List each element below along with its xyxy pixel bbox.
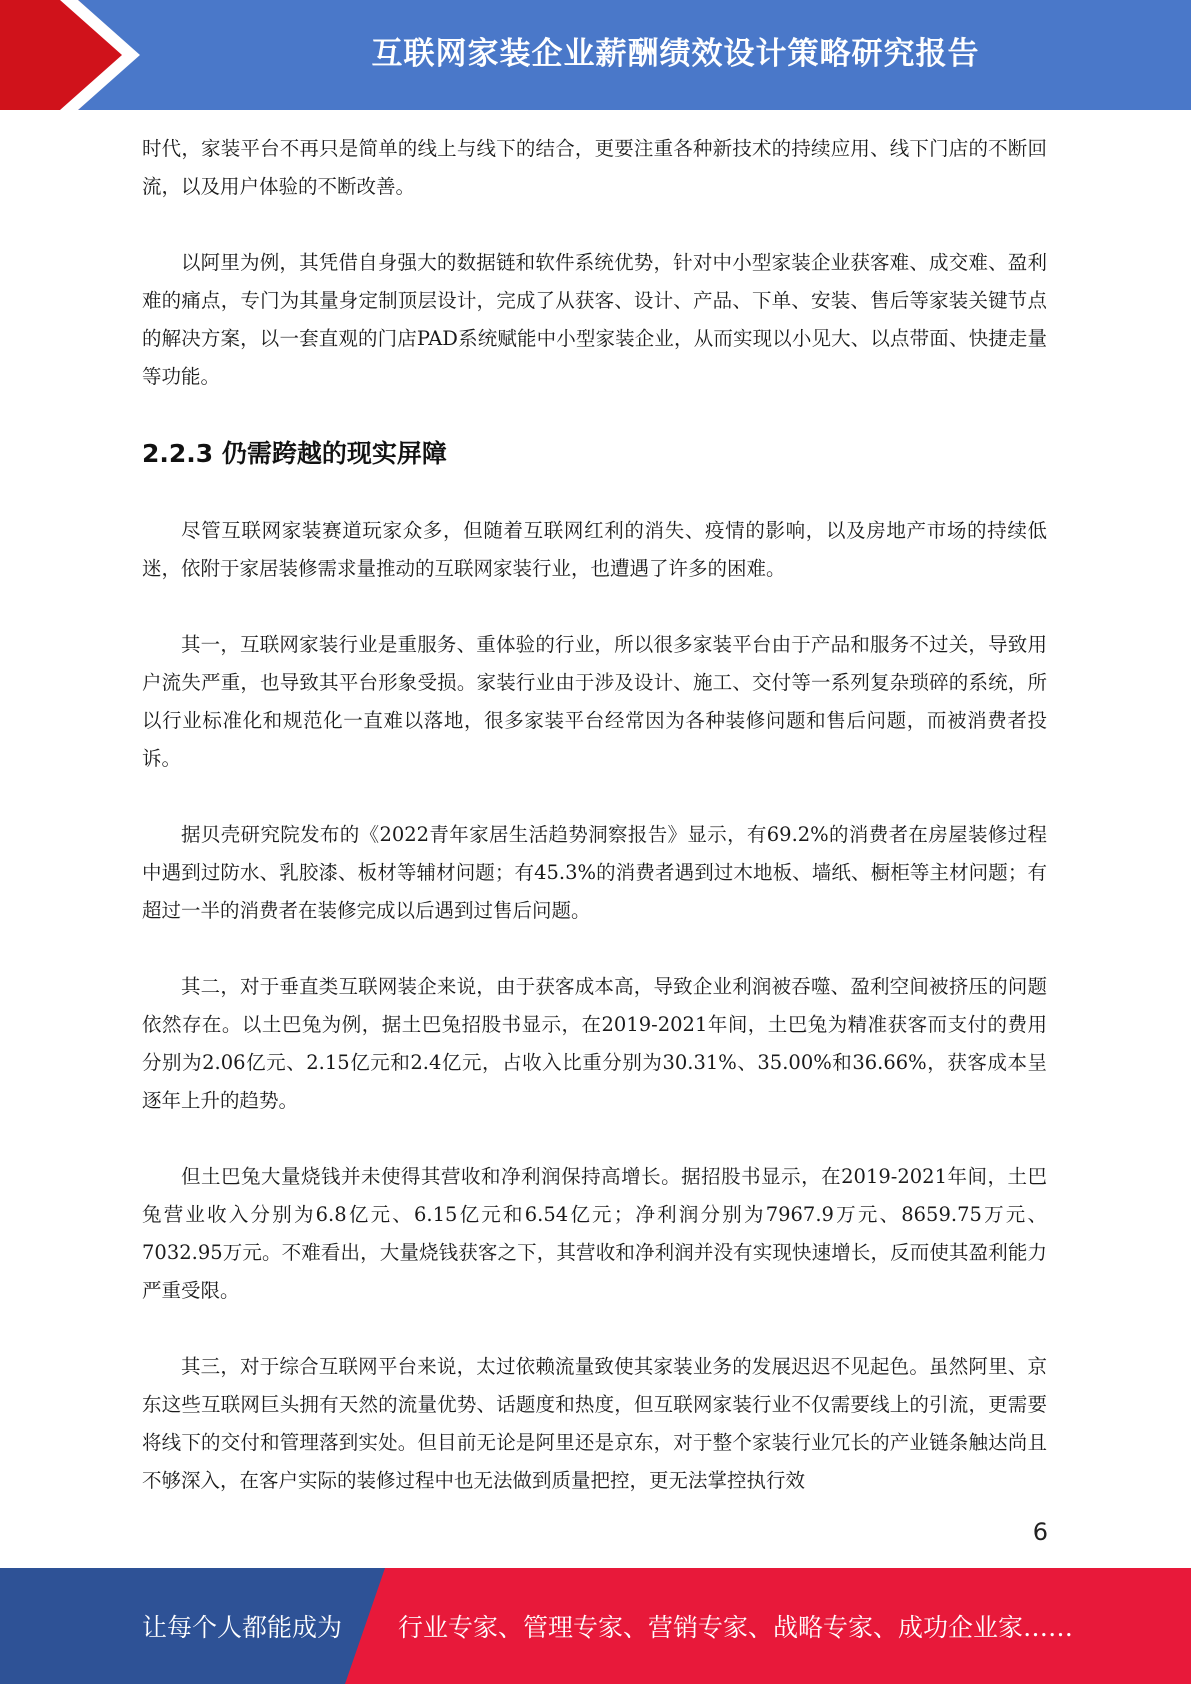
- body-paragraph: 其二，对于垂直类互联网装企来说，由于获客成本高，导致企业利润被吞噬、盈利空间被挤压的问题依然存在。以土巴兔为例，据土巴兔招股书显示，在2019-2021年间，土巴兔为精准获客而支付的费用分别为2.06亿元、2.15亿元和2.4亿元，占收入比重分别为30.31%、35.00%和36.66%，获客成本呈逐年上升的趋势。: [142, 975, 1047, 1112]
- body-paragraph: 其三，对于综合互联网平台来说，太过依赖流量致使其家装业务的发展迟迟不见起色。虽然阿里、京东这些互联网巨头拥有天然的流量优势、话题度和热度，但互联网家装行业不仅需要线上的引流，更需要将线下的交付和管理落到实处。但目前无论是阿里还是京东，对于整个家装行业冗长的产业链条触达尚且不够深入，在客户实际的装修过程中也无法做到质量把控，更无法掌控执行效: [142, 1355, 1047, 1492]
- page-header: [0, 0, 1191, 110]
- body-paragraph: 以阿里为例，其凭借自身强大的数据链和软件系统优势，针对中小型家装企业获客难、成交难、盈利难的痛点，专门为其量身定制顶层设计，完成了从获客、设计、产品、下单、安装、售后等家装关键节点的解决方案，以一套直观的门店PAD系统赋能中小型家装企业，从而实现以小见大、以点带面、快捷走量等功能。: [142, 251, 1047, 388]
- body-paragraph: 但土巴兔大量烧钱并未使得其营收和净利润保持高增长。据招股书显示，在2019-2021年间，土巴兔营业收入分别为6.8亿元、6.15亿元和6.54亿元；净利润分别为7967.9万元、8659.75万元、7032.95万元。不难看出，大量烧钱获客之下，其营收和净利润并没有实现快速增长，反而使其盈利能力严重受限。: [142, 1165, 1047, 1302]
- page-footer: [0, 1568, 1191, 1684]
- body-paragraph: 其一，互联网家装行业是重服务、重体验的行业，所以很多家装平台由于产品和服务不过关，导致用户流失严重，也导致其平台形象受损。家装行业由于涉及设计、施工、交付等一系列复杂琐碎的系统，所以行业标准化和规范化一直难以落地，很多家装平台经常因为各种装修问题和售后问题，而被消费者投诉。: [142, 633, 1047, 770]
- body-paragraph: 据贝壳研究院发布的《2022青年家居生活趋势洞察报告》显示，有69.2%的消费者在房屋装修过程中遇到过防水、乳胶漆、板材等辅材问题；有45.3%的消费者遇到过木地板、墙纸、橱柜等主材问题；有超过一半的消费者在装修完成以后遇到过售后问题。: [142, 823, 1047, 922]
- footer-slogan-right: 行业专家、管理专家、营销专家、战略专家、成功企业家……: [398, 1613, 1074, 1642]
- footer-slogan-left: 让每个人都能成为: [142, 1613, 343, 1642]
- page-number: 6: [1032, 1518, 1048, 1546]
- body-paragraph: 时代，家装平台不再只是简单的线上与线下的结合，更要注重各种新技术的持续应用、线下门店的不断回流，以及用户体验的不断改善。: [142, 137, 1047, 198]
- body-paragraph: 尽管互联网家装赛道玩家众多，但随着互联网红利的消失、疫情的影响，以及房地产市场的持续低迷，依附于家居装修需求量推动的互联网家装行业，也遭遇了许多的困难。: [142, 519, 1047, 580]
- section-heading: 2.2.3 仍需跨越的现实屏障: [142, 439, 447, 468]
- document-body: [142, 130, 1047, 1538]
- document-title: 互联网家装企业薪酬绩效设计策略研究报告: [371, 35, 980, 72]
- header-red-block: [0, 0, 138, 110]
